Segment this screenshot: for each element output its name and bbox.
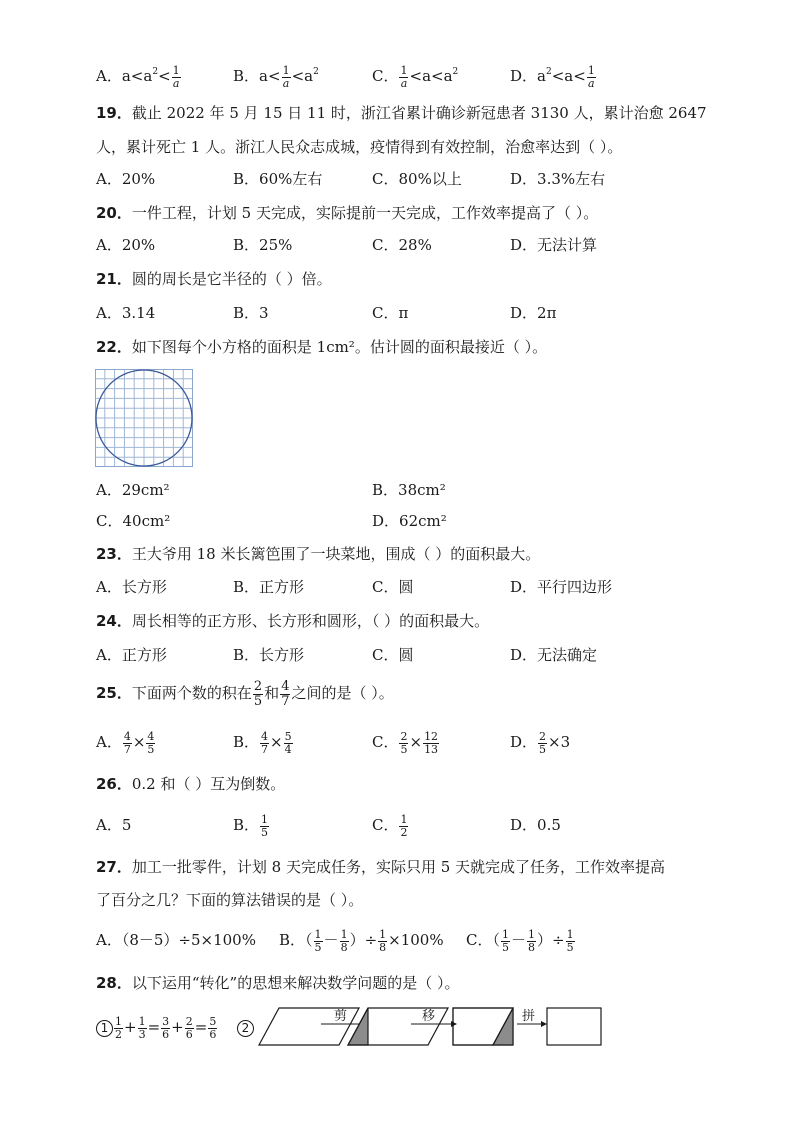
q24-number: 24． [96, 612, 132, 630]
q21-option-b[interactable]: B．3 [233, 304, 269, 322]
q22-option-a[interactable]: A．29cm² [96, 481, 170, 499]
q26-options [96, 809, 716, 841]
arrow-2-head [451, 1021, 457, 1027]
q24-stem: 24．周长相等的正方形、长方形和圆形，（ ）的面积最大。 [96, 612, 490, 630]
q21-option-d[interactable]: D．2π [510, 304, 557, 322]
q28-parallelogram-transform-figure [255, 1004, 605, 1048]
q23-stem: 23．王大爷用 18 米长篱笆围了一块菜地，围成（ ）的面积最大。 [96, 545, 541, 563]
q22-grid-circle-figure [95, 369, 193, 467]
q21-option-a[interactable]: A．3.14 [96, 304, 156, 322]
q18-option-d[interactable]: D．$a^2<a<$ $\frac{1}{a}$ [510, 63, 595, 90]
q20-option-d[interactable]: D．无法计算 [510, 236, 598, 254]
q27-stem-line1: 27．加工一批零件，计划 8 天完成任务，实际只用 5 天就完成了任务，工作效率提高 [96, 858, 666, 876]
step-label-cut: 剪 [334, 1009, 348, 1024]
q28-stem: 28．以下运用“转化”的思想来解决数学问题的是（ ）。 [96, 974, 460, 992]
q22-option-b[interactable]: B．38cm² [372, 481, 446, 499]
q26-option-b[interactable]: B． $\frac{1}{5}$ [233, 812, 269, 839]
q19-option-a[interactable]: A．20% [96, 170, 156, 188]
q19-option-c[interactable]: C．80%以上 [372, 170, 462, 188]
q19-option-b[interactable]: B．60%左右 [233, 170, 323, 188]
q25-options [96, 726, 716, 758]
q18-option-b[interactable]: B．a< $\frac{1}{a}$ $<a^2$ [233, 63, 319, 90]
q25-option-a[interactable]: A． $\frac{4}{7}$ × $\frac{4}{5}$ [96, 729, 155, 756]
q28-item-1[interactable]: 1 $\frac{1}{2}$ + $\frac{1}{3}$ = $\frac{3}{6}$ + $\frac{2}{6}$ = $\frac{5}{6}$ [96, 1010, 218, 1044]
q23-option-d[interactable]: D．平行四边形 [510, 578, 613, 596]
q22-number: 22． [96, 338, 132, 356]
q22-option-c[interactable]: C．40cm² [96, 512, 171, 530]
q25-option-b[interactable]: B． $\frac{4}{7}$ × $\frac{5}{4}$ [233, 729, 292, 756]
q28-number: 28． [96, 974, 132, 992]
q25-option-d[interactable]: D． $\frac{2}{5}$ ×3 [510, 729, 571, 756]
q25-number: 25． [96, 684, 132, 702]
q23-option-a[interactable]: A．长方形 [96, 578, 167, 596]
q20-option-b[interactable]: B．25% [233, 236, 293, 254]
q26-option-d[interactable]: D．0.5 [510, 816, 561, 834]
q20-option-c[interactable]: C．28% [372, 236, 432, 254]
q26-number: 26． [96, 775, 132, 793]
q19-option-d[interactable]: D．3.3%左右 [510, 170, 606, 188]
q28-item-2-marker[interactable] [237, 1017, 254, 1037]
q23-option-b[interactable]: B．正方形 [233, 578, 305, 596]
q22-option-d[interactable]: D．62cm² [372, 512, 447, 530]
step-label-move: 移 [422, 1009, 436, 1024]
q26-stem: 26．0.2 和（ ）互为倒数。 [96, 775, 286, 793]
q27-option-a[interactable]: A．（8－5）÷5×100% [96, 931, 256, 949]
step-label-join: 拼 [522, 1009, 536, 1024]
q27-option-c[interactable]: C．（ $\frac{1}{5}$ － $\frac{1}{8}$ ）÷ $\frac{1}{5}$ [466, 927, 574, 954]
q20-option-a[interactable]: A．20% [96, 236, 156, 254]
q27-option-b[interactable]: B．（ $\frac{1}{5}$ － $\frac{1}{8}$ ）÷ $\frac{1}{8}$ ×100% [279, 927, 444, 954]
q20-number: 20． [96, 204, 132, 222]
q27-stem-line2: 了百分之几？下面的算法错误的是（ ）。 [96, 891, 364, 909]
q24-option-c[interactable]: C．圆 [372, 646, 414, 664]
q23-option-c[interactable]: C．圆 [372, 578, 414, 596]
q26-option-c[interactable]: C． $\frac{1}{2}$ [372, 812, 408, 839]
q24-option-a[interactable]: A．正方形 [96, 646, 167, 664]
arrow-3-head [541, 1021, 547, 1027]
q19-stem-line2: 人，累计死亡 1 人。浙江人民众志成城，疫情得到有效控制，治愈率达到（ ）。 [96, 138, 623, 156]
q23-number: 23． [96, 545, 132, 563]
q24-option-d[interactable]: D．无法确定 [510, 646, 598, 664]
q28-marker-1: 1 [96, 1020, 113, 1037]
q18-options [96, 62, 716, 90]
q24-option-b[interactable]: B．长方形 [233, 646, 305, 664]
q22-stem: 22．如下图每个小方格的面积是 1cm²。估计圆的面积最接近（ ）。 [96, 338, 548, 356]
q25-stem: 25．下面两个数的积在 $\frac{2}{5}$ 和 $\frac{4}{7}$ 之间的是（ ）。 [96, 678, 394, 709]
q21-option-c[interactable]: C．π [372, 304, 409, 322]
q19-number: 19． [96, 104, 132, 122]
q21-stem: 21．圆的周长是它半径的（ ）倍。 [96, 270, 332, 288]
q28-marker-2: 2 [237, 1020, 254, 1037]
q27-number: 27． [96, 858, 132, 876]
q18-option-a[interactable]: A．$a<a^2<$ $\frac{1}{a}$ [96, 63, 180, 90]
q27-options [96, 924, 716, 956]
q25-option-c[interactable]: C． $\frac{2}{5}$ × $\frac{12}{13}$ [372, 729, 439, 756]
q20-stem: 20．一件工程，计划 5 天完成，实际提前一天完成，工作效率提高了（ ）。 [96, 204, 599, 222]
q18-option-c[interactable]: C． $\frac{1}{a}$ $<a<a^2$ [372, 63, 459, 90]
q21-number: 21． [96, 270, 132, 288]
q26-option-a[interactable]: A．5 [96, 816, 132, 834]
q19-stem-line1: 19．截止 2022 年 5 月 15 日 11 时，浙江省累计确诊新冠患者 3130 人，累计治愈 2647 [96, 104, 707, 122]
result-rectangle [547, 1008, 601, 1045]
